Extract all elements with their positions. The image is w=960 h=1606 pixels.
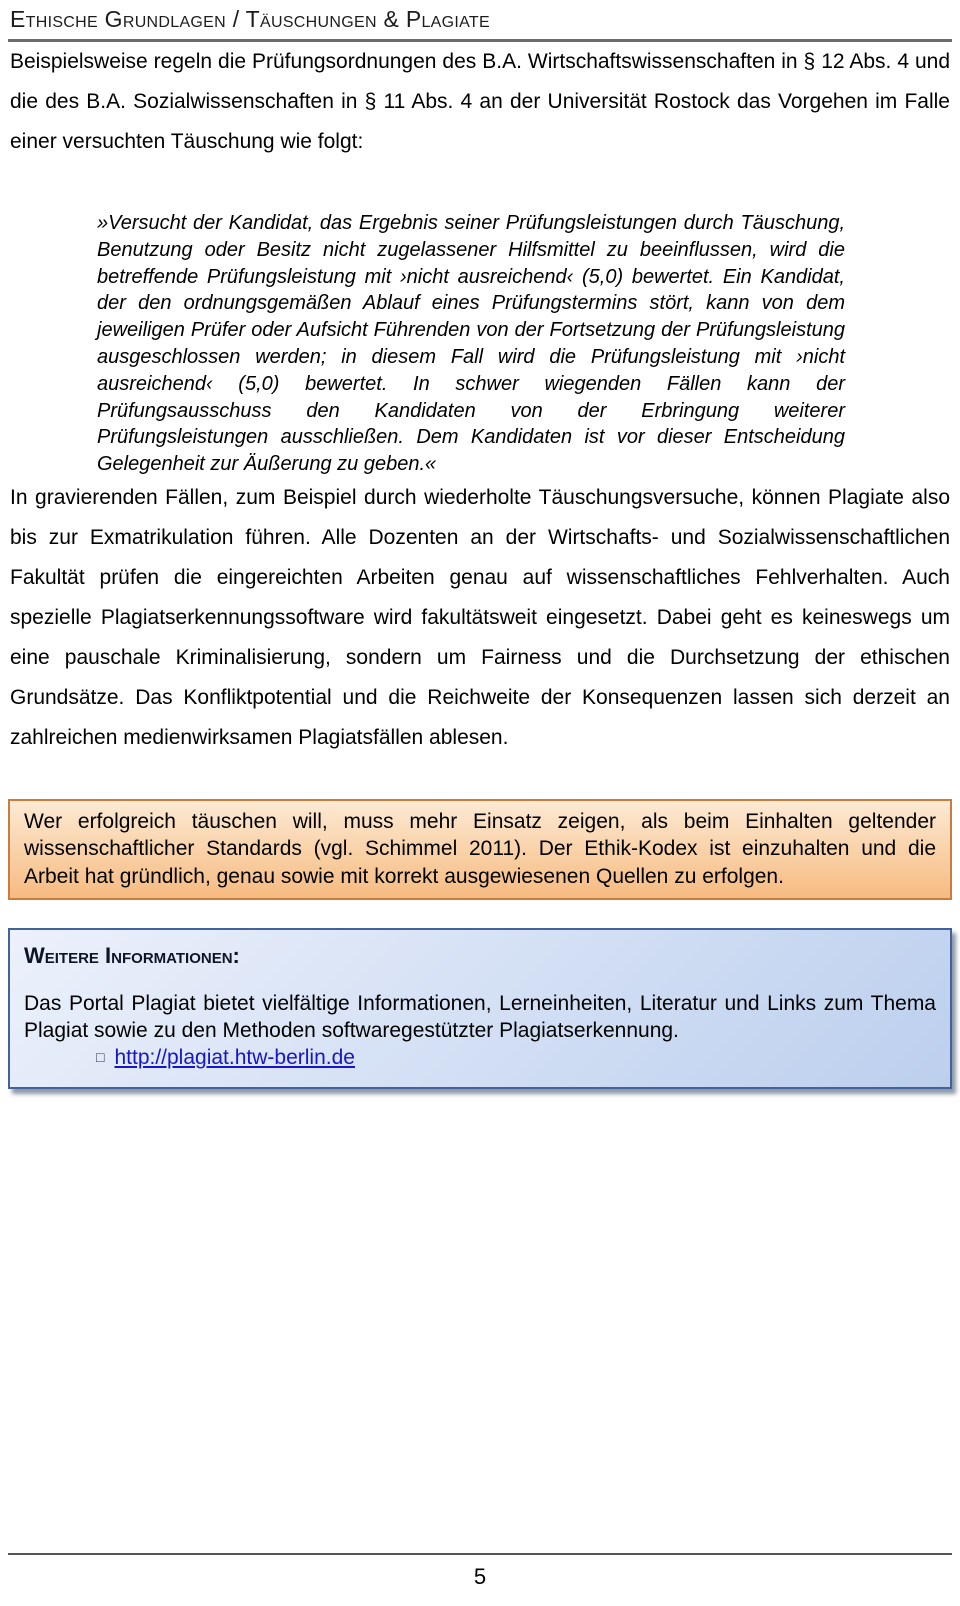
highlight-box [8, 799, 952, 901]
page-number: 5 [473, 1564, 487, 1589]
document-page [0, 6, 960, 1606]
page-header [10, 6, 952, 42]
paragraph-intro: Beispielsweise regeln die Prüfungsordnungen des B.A. Wirtschaftswissenschaften in § 12 Abs. 4 und die des B.A. Sozialwissenschaften in § 11 Abs. 4 an der Universität Rostock das Vorgehen im Falle einer versuchten Täuschung wie folgt: [10, 50, 950, 153]
plagiat-portal-link[interactable]: http://plagiat.htw-berlin.de [114, 1046, 355, 1070]
page-title: Ethische Grundlagen / Täuschungen & Plagiate [10, 6, 490, 32]
info-link-row [24, 1044, 936, 1073]
blockquote-exam-regulation: »Versucht der Kandidat, das Ergebnis seiner Prüfungsleistungen durch Täuschung, Benutzung oder Besitz nicht zugelassener Hilfsmittel zu beeinflussen, wird die betreffende Prüfungsleistung mit ›nicht ausreichend‹ (5,0) bewertet. Ein Kandidat, der den ordnungsgemäßen Ablauf eines Prüfungstermins stört, kann von dem jeweiligen Prüfer oder Aufsicht Führenden von der Fortsetzung der Prüfungsleistung ausgeschlossen werden; in diesem Fall wird die Prüfungsleistung mit ›nicht ausreichend‹ (5,0) bewertet. In schwer wiegenden Fällen kann der Prüfungsausschuss den Kandidaten von der Erbringung weiterer Prüfungsleistungen ausschließen. Dem Kandidaten ist vor dieser Entscheidung Gelegenheit zur Äußerung zu geben.« [97, 212, 845, 476]
paragraph-consequences: In gravierenden Fällen, zum Beispiel durch wiederholte Täuschungsversuche, können Plagiate also bis zur Exmatrikulation führen. Alle Dozenten an der Wirtschafts- und Sozialwissenschaftlichen Fakultät prüfen die eingereichten Arbeiten genau auf wissenschaftliches Fehlverhalten. Auch spezielle Plagiatserkennungssoftware wird fakultätsweit eingesetzt. Dabei geht es keineswegs um eine pauschale Kriminalisierung, sondern um Fairness und die Durchsetzung der ethischen Grundsätze. Das Konfliktpotential und die Reichweite der Konsequenzen lassen sich derzeit an zahlreichen medienwirksamen Plagiatsfällen ablesen. [10, 485, 950, 749]
info-box-title: Weitere Informationen: [24, 943, 240, 969]
square-bullet-icon: □ [96, 1049, 105, 1066]
page-footer [8, 1553, 952, 1590]
footer-divider [8, 1553, 952, 1555]
info-box-text: Das Portal Plagiat bietet vielfältige Informationen, Lerneinheiten, Literatur und Links zum Thema Plagiat sowie zu den Methoden softwaregestützter Plagiatserkennung. [24, 992, 936, 1043]
highlight-box-text: Wer erfolgreich täuschen will, muss mehr Einsatz zeigen, als beim Einhalten geltender wissenschaftlicher Standards (vgl. Schimmel 2011). Der Ethik-Kodex ist einzuhalten und die Arbeit hat gründlich, genau sowie mit korrekt ausgewiesenen Quellen zu erfolgen. [24, 809, 936, 888]
info-box [8, 928, 952, 1089]
